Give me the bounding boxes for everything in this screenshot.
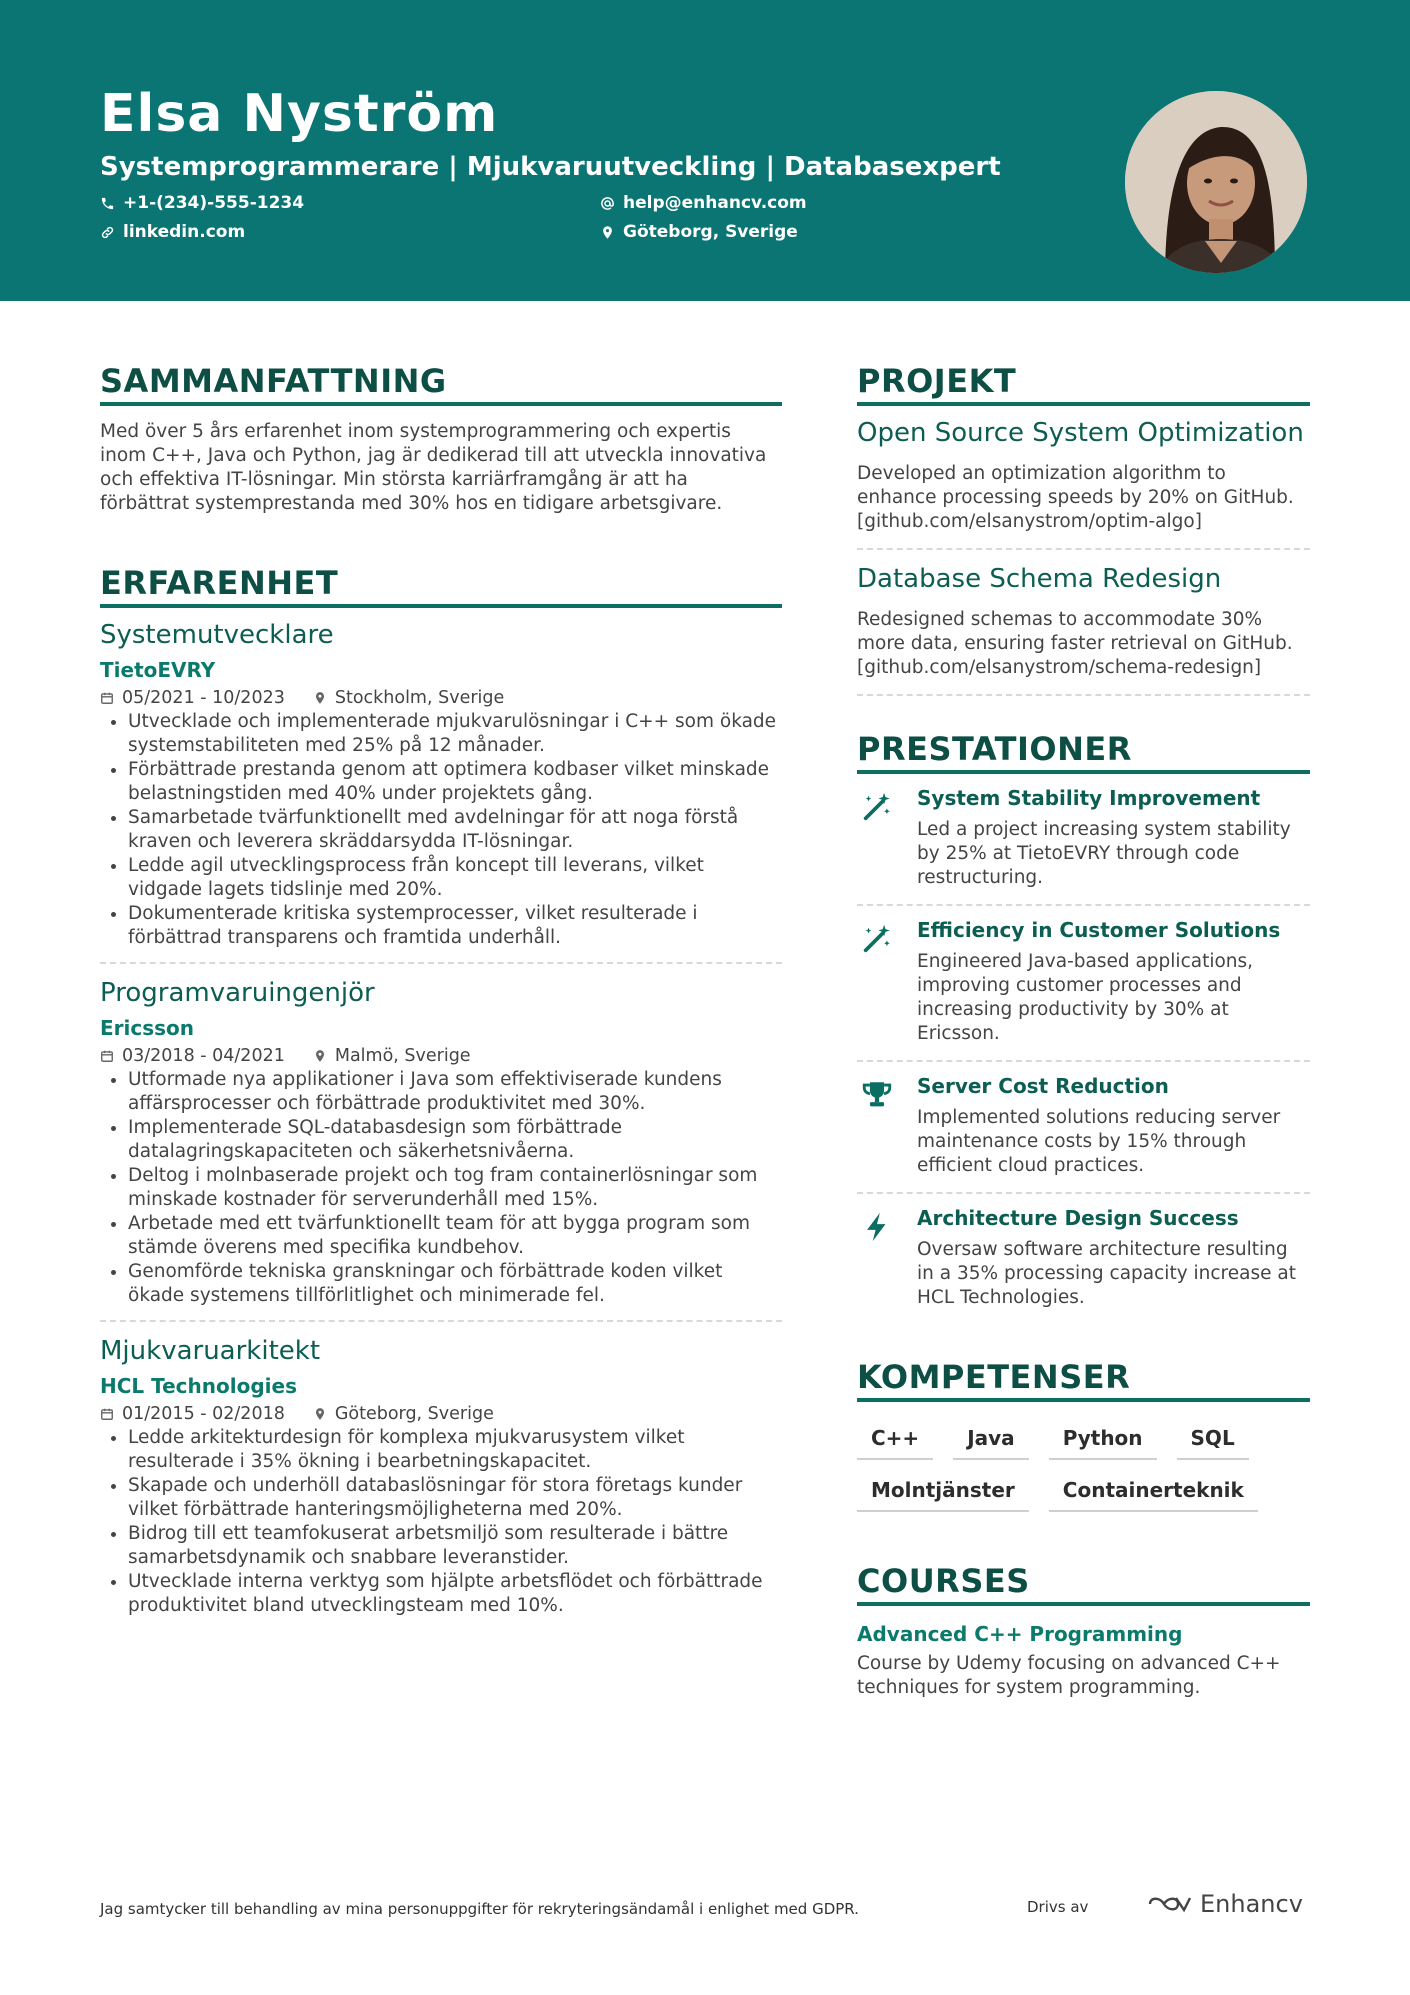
project-entry: [857, 418, 1310, 550]
project-description: Redesigned schemas to accommodate 30% more data, ensuring faster retrieval on GitHub. [github.com/elsanystrom/schema-redesign]: [857, 609, 1293, 678]
project-description: Developed an optimization algorithm to enhance processing speeds by 20% on GitHub. [github.com/elsanystrom/optim-algo]: [857, 463, 1294, 532]
project-entry: [857, 564, 1310, 696]
achievement-title: Server Cost Reduction: [917, 1074, 1169, 1098]
job-location: Göteborg, Sverige: [334, 1404, 494, 1424]
achievement-entry: [857, 1194, 1310, 1324]
job-title: Programvaruingenjör: [100, 978, 375, 1008]
achievements-list: [857, 774, 1310, 1324]
job-bullet: • Utvecklade och implementerade mjukvarulösningar i C++ som ökade systemstabiliteten med 25% på 12 månader.: [128, 710, 782, 758]
job-bullet: • Dokumenterade kritiska systemprocesser, vilket resulterade i förbättrad transparens och framtida underhåll.: [128, 902, 782, 950]
phone-text: +1-(234)-555-1234: [123, 193, 305, 213]
achievement-description: Oversaw software architecture resulting in a 35% processing capacity increase at HCL Technologies.: [917, 1239, 1296, 1308]
skills-list: [857, 1422, 1310, 1512]
contact-email[interactable]: [600, 193, 807, 213]
wand-icon: [860, 922, 894, 956]
location-text: Göteborg, Sverige: [623, 222, 798, 242]
location-pin-icon: [313, 1049, 327, 1063]
job-dates: 03/2018 - 04/2021: [122, 1046, 285, 1066]
achievements-heading: PRESTATIONER: [857, 730, 1310, 774]
location-pin-icon: [313, 1407, 327, 1421]
job-bullet: • Samarbetade tvärfunktionellt med avdelningar för att noga förstå kraven och leverera skräddarsydda IT-lösningar.: [128, 806, 782, 854]
contact-phone: [100, 193, 304, 213]
email-text[interactable]: help@enhancv.com: [623, 193, 807, 213]
project-title: Database Schema Redesign: [857, 564, 1222, 594]
achievement-title: Efficiency in Customer Solutions: [917, 918, 1281, 942]
portrait-illustration: [1125, 91, 1310, 276]
achievement-description: Engineered Java-based applications, improving customer processes and increasing productivity by 30% at Ericsson.: [917, 951, 1254, 1044]
skill-tag: C++: [857, 1422, 933, 1460]
skill-tag: SQL: [1177, 1422, 1249, 1460]
skill-tag: Molntjänster: [857, 1474, 1029, 1512]
achievement-title: Architecture Design Success: [917, 1206, 1239, 1230]
experience-list: [100, 620, 782, 1630]
job-meta: [100, 688, 782, 708]
job-bullet: • Deltog i molnbaserade projekt och tog fram containerlösningar som minskade kostnader för serverunderhåll med 15%.: [128, 1164, 782, 1212]
job-bullet: • Ledde arkitekturdesign för komplexa mjukvarusystem vilket resulterade i 35% ökning i bearbetningskapacitet.: [128, 1426, 782, 1474]
job-bullet: • Implementerade SQL-databasdesign som förbättrade datalagringskapaciteten och säkerhetsnivåerna.: [128, 1116, 782, 1164]
project-title: Open Source System Optimization: [857, 418, 1304, 448]
candidate-subtitle: Systemprogrammerare | Mjukvaruutveckling | Databasexpert: [100, 152, 1001, 182]
achievement-entry: [857, 774, 1310, 906]
job-bullet: • Skapade och underhöll databaslösningar för stora företags kunder vilket förbättrade hanteringsmöjligheterna med 20%.: [128, 1474, 782, 1522]
skill-tag: Python: [1049, 1422, 1157, 1460]
job-location: Malmö, Sverige: [334, 1046, 471, 1066]
calendar-icon: [100, 691, 114, 705]
calendar-icon: [100, 1049, 114, 1063]
achievement-description: Implemented solutions reducing server maintenance costs by 15% through efficient cloud practices.: [917, 1107, 1281, 1176]
achievement-entry: [857, 906, 1310, 1062]
link-icon: [100, 225, 115, 240]
contact-linkedin[interactable]: [100, 222, 245, 242]
achievement-entry: [857, 1062, 1310, 1194]
job-meta: [100, 1404, 782, 1424]
linkedin-text[interactable]: linkedin.com: [123, 222, 246, 242]
experience-heading: ERFARENHET: [100, 564, 782, 608]
job-meta: [100, 1046, 782, 1066]
gdpr-consent: Jag samtycker till behandling av mina personuppgifter för rekryteringsändamål i enlighet med GDPR.: [100, 1900, 859, 1918]
job-title: Systemutvecklare: [100, 620, 334, 650]
job-title: Mjukvaruarkitekt: [100, 1336, 321, 1366]
skill-tag: Containerteknik: [1049, 1474, 1258, 1512]
courses-heading: COURSES: [857, 1562, 1310, 1606]
right-column: [857, 362, 1310, 1700]
job-bullets: [100, 710, 782, 950]
job-bullet: • Bidrog till ett teamfokuserat arbetsmiljö som resulterade i bättre samarbetsdynamik och snabbare leveranstider.: [128, 1522, 782, 1570]
summary-text: Med över 5 års erfarenhet inom systemprogrammering och expertis inom C++, Java och Python, jag är dedikerad till att utveckla innovativa och effektiva IT-lösningar. Min största karriärframgång är att ha förbättrat systemprestanda med 30% hos en tidigare arbetsgivare.: [100, 421, 767, 514]
job-bullet: • Arbetade med ett tvärfunktionellt team för att bygga program som stämde överens med specifika kundbehov.: [128, 1212, 782, 1260]
skill-tag: Java: [953, 1422, 1028, 1460]
job-dates: 01/2015 - 02/2018: [122, 1404, 285, 1424]
job-entry: [100, 620, 782, 964]
powered-by-label: Drivs av: [1027, 1898, 1089, 1916]
job-bullets: [100, 1068, 782, 1308]
summary-heading: SAMMANFATTNING: [100, 362, 782, 406]
job-bullet: • Genomförde tekniska granskningar och förbättrade koden vilket ökade systemens tillförlitlighet och minimerade fel.: [128, 1260, 782, 1308]
job-bullet: • Utformade nya applikationer i Java som effektiviserade kundens affärsprocesser och förbättrade produktivitet med 30%.: [128, 1068, 782, 1116]
job-bullet: • Utvecklade interna verktyg som hjälpte arbetsflödet och förbättrade produktivitet bland utvecklingsteam med 10%.: [128, 1570, 782, 1618]
wand-icon: [860, 790, 894, 824]
company-name: TietoEVRY: [100, 658, 216, 682]
job-entry: [100, 1336, 782, 1630]
enhancv-logo[interactable]: [1146, 1890, 1303, 1918]
header-banner: [0, 0, 1410, 301]
candidate-name: Elsa Nyström: [100, 84, 499, 144]
projects-heading: PROJEKT: [857, 362, 1310, 406]
achievement-description: Led a project increasing system stability by 25% at TietoEVRY through code restructuring.: [917, 819, 1291, 888]
left-column: [100, 362, 782, 1644]
location-pin-icon: [600, 225, 615, 240]
contact-location: [600, 222, 798, 242]
company-name: HCL Technologies: [100, 1374, 297, 1398]
job-bullet: • Förbättrade prestanda genom att optimera kodbaser vilket minskade belastningstiden med 40% under projektets gång.: [128, 758, 782, 806]
trophy-icon: [860, 1078, 894, 1112]
lightning-icon: [860, 1210, 894, 1244]
job-bullet: • Ledde agil utvecklingsprocess från koncept till leverans, vilket vidgade lagets tidslinje med 20%.: [128, 854, 782, 902]
calendar-icon: [100, 1407, 114, 1421]
course-description: Course by Udemy focusing on advanced C++ techniques for system programming.: [857, 1653, 1281, 1698]
job-location: Stockholm, Sverige: [334, 688, 505, 708]
enhancv-logo-text: Enhancv: [1200, 1890, 1303, 1918]
job-entry: [100, 978, 782, 1322]
enhancv-logo-icon: [1146, 1893, 1192, 1915]
at-icon: [600, 196, 615, 211]
phone-icon: [100, 196, 115, 211]
course-title: Advanced C++ Programming: [857, 1622, 1183, 1646]
location-pin-icon: [313, 691, 327, 705]
achievement-title: System Stability Improvement: [917, 786, 1261, 810]
profile-photo: [1122, 88, 1310, 276]
job-bullets: [100, 1426, 782, 1618]
company-name: Ericsson: [100, 1016, 195, 1040]
job-dates: 05/2021 - 10/2023: [122, 688, 285, 708]
skills-heading: KOMPETENSER: [857, 1358, 1310, 1402]
